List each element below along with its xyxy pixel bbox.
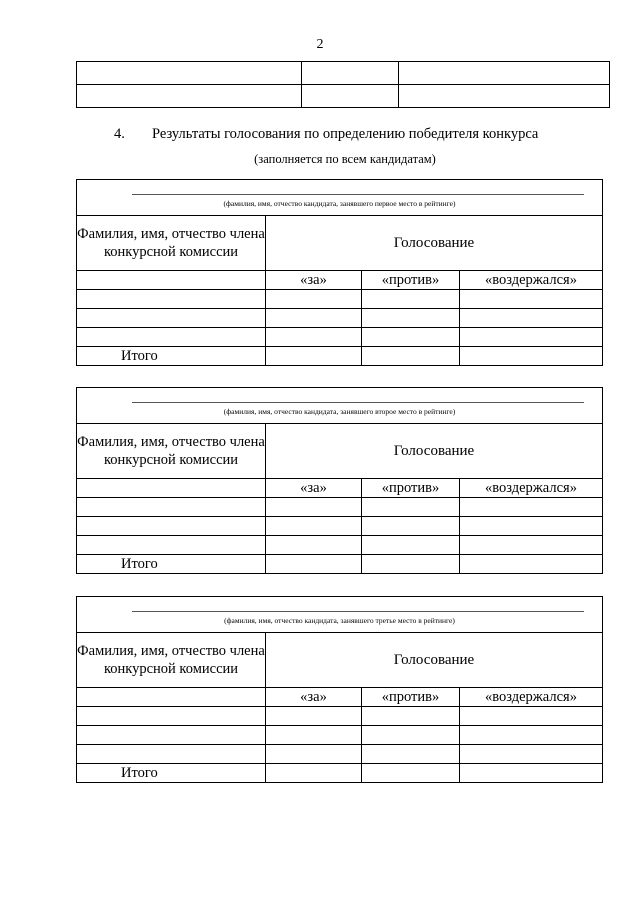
table-cell xyxy=(77,271,266,290)
table-cell xyxy=(362,726,460,745)
option-for: «за» xyxy=(266,479,362,498)
header-row xyxy=(77,424,603,479)
member-header: Фамилия, имя, отчество члена конкурсной комиссии xyxy=(77,216,266,271)
header-row xyxy=(77,216,603,271)
options-row xyxy=(77,479,603,498)
option-abstain: «воздержался» xyxy=(460,271,603,290)
table-row xyxy=(77,536,603,555)
table-row xyxy=(77,328,603,347)
continued-table xyxy=(76,61,610,108)
option-against: «против» xyxy=(362,688,460,707)
candidate-row xyxy=(77,180,603,216)
vote-table-third-place xyxy=(76,596,603,783)
total-label: Итого xyxy=(77,764,266,783)
table-cell xyxy=(77,479,266,498)
table-row xyxy=(77,707,603,726)
candidate-name-line xyxy=(132,402,584,403)
table-row xyxy=(77,745,603,764)
option-against: «против» xyxy=(362,271,460,290)
table-cell xyxy=(266,328,362,347)
table-cell xyxy=(460,347,603,366)
candidate-name-line xyxy=(132,194,584,195)
option-against: «против» xyxy=(362,479,460,498)
table-cell xyxy=(266,536,362,555)
table-cell xyxy=(77,498,266,517)
page-number: 2 xyxy=(316,37,324,52)
candidate-caption: (фамилия, имя, отчество кандидата, занявшего третье место в рейтинге) xyxy=(224,616,455,625)
option-abstain: «воздержался» xyxy=(460,688,603,707)
candidate-cell xyxy=(77,388,603,424)
section-title: Результаты голосования по определению победителя конкурса xyxy=(152,126,539,142)
voting-header: Голосование xyxy=(266,424,603,479)
vote-table-first-place xyxy=(76,179,603,366)
candidate-name-line xyxy=(132,611,584,612)
table-cell xyxy=(77,726,266,745)
table-cell xyxy=(399,85,610,108)
candidate-row xyxy=(77,597,603,633)
table-cell xyxy=(77,707,266,726)
member-header: Фамилия, имя, отчество члена конкурсной комиссии xyxy=(77,633,266,688)
table-cell xyxy=(362,328,460,347)
candidate-row xyxy=(77,388,603,424)
table-row xyxy=(77,517,603,536)
option-abstain: «воздержался» xyxy=(460,479,603,498)
table-cell xyxy=(460,726,603,745)
table-cell xyxy=(362,347,460,366)
table-cell xyxy=(460,498,603,517)
total-row xyxy=(77,555,603,574)
table-cell xyxy=(362,309,460,328)
table-row xyxy=(77,726,603,745)
table-cell xyxy=(77,745,266,764)
table-cell xyxy=(77,85,302,108)
table-cell xyxy=(460,764,603,783)
table-cell xyxy=(302,85,399,108)
table-cell xyxy=(77,688,266,707)
table-cell xyxy=(362,555,460,574)
option-for: «за» xyxy=(266,271,362,290)
total-row xyxy=(77,764,603,783)
table-cell xyxy=(460,745,603,764)
table-cell xyxy=(460,517,603,536)
candidate-cell xyxy=(77,180,603,216)
voting-header: Голосование xyxy=(266,216,603,271)
candidate-cell xyxy=(77,597,603,633)
table-cell xyxy=(460,290,603,309)
table-cell xyxy=(302,62,399,85)
table-cell xyxy=(77,517,266,536)
table-cell xyxy=(460,309,603,328)
table-cell xyxy=(460,536,603,555)
total-label: Итого xyxy=(77,555,266,574)
table-cell xyxy=(266,707,362,726)
member-header: Фамилия, имя, отчество члена конкурсной комиссии xyxy=(77,424,266,479)
candidate-caption: (фамилия, имя, отчество кандидата, занявшего первое место в рейтинге) xyxy=(223,199,456,208)
table-cell xyxy=(266,290,362,309)
table-cell xyxy=(266,764,362,783)
table-cell xyxy=(362,290,460,309)
table-cell xyxy=(362,764,460,783)
table-cell xyxy=(362,517,460,536)
table-cell xyxy=(266,745,362,764)
total-row xyxy=(77,347,603,366)
table-cell xyxy=(460,328,603,347)
options-row xyxy=(77,688,603,707)
table-row xyxy=(77,309,603,328)
table-cell xyxy=(266,555,362,574)
candidate-caption: (фамилия, имя, отчество кандидата, занявшего второе место в рейтинге) xyxy=(223,407,456,416)
total-label: Итого xyxy=(77,347,266,366)
table-cell xyxy=(266,347,362,366)
header-row xyxy=(77,633,603,688)
table-row xyxy=(77,290,603,309)
section-number: 4. xyxy=(114,126,125,142)
table-cell xyxy=(77,290,266,309)
table-cell xyxy=(266,726,362,745)
table-row xyxy=(77,498,603,517)
voting-header: Голосование xyxy=(266,633,603,688)
table-cell xyxy=(77,536,266,555)
table-cell xyxy=(362,745,460,764)
table-cell xyxy=(266,309,362,328)
options-row xyxy=(77,271,603,290)
section-subtitle: (заполняется по всем кандидатам) xyxy=(254,152,436,166)
option-for: «за» xyxy=(266,688,362,707)
table-row xyxy=(77,85,610,108)
table-row xyxy=(77,62,610,85)
table-cell xyxy=(77,62,302,85)
table-cell xyxy=(460,555,603,574)
table-cell xyxy=(77,309,266,328)
table-cell xyxy=(362,498,460,517)
vote-table-second-place xyxy=(76,387,603,574)
table-cell xyxy=(266,498,362,517)
table-cell xyxy=(362,536,460,555)
table-cell xyxy=(77,328,266,347)
table-cell xyxy=(399,62,610,85)
table-cell xyxy=(362,707,460,726)
table-cell xyxy=(460,707,603,726)
table-cell xyxy=(266,517,362,536)
